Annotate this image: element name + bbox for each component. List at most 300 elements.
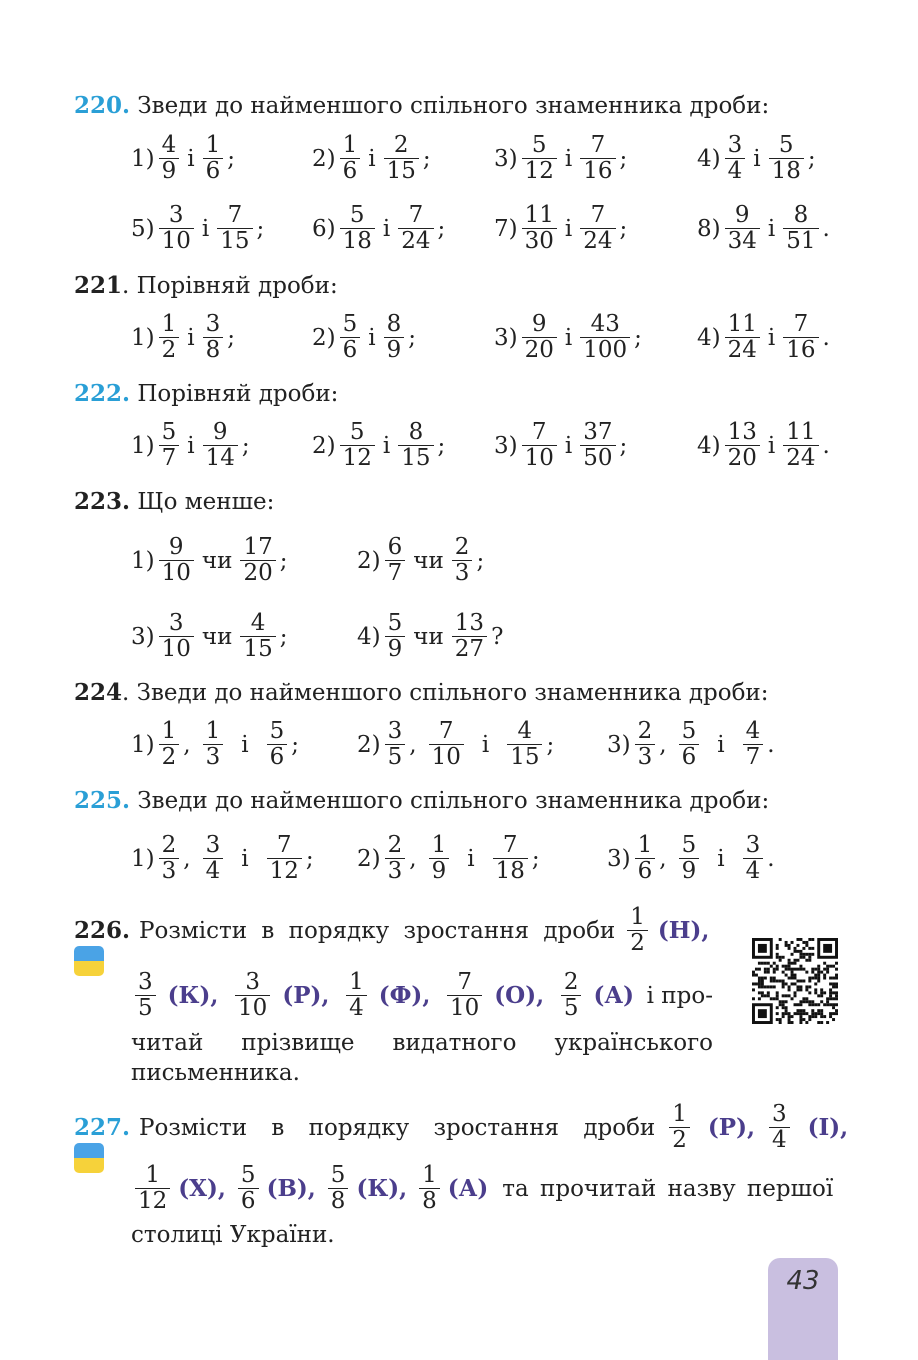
numerator: 7	[276, 832, 292, 859]
item-label: 3)	[494, 145, 518, 172]
denominator: 24	[398, 228, 433, 254]
numerator: 7	[793, 311, 809, 338]
exercise-text: Порівняй дроби:	[136, 273, 338, 299]
denominator: 15	[398, 445, 433, 471]
numerator: 9	[168, 534, 184, 561]
exercise-item	[312, 419, 446, 471]
denominator: 10	[159, 560, 194, 586]
exercise-225-heading	[74, 787, 769, 814]
punctuation: ;	[437, 432, 446, 459]
comma: ,	[409, 731, 417, 758]
numerator: 2	[387, 832, 403, 859]
exercise-226-line1: 226. Розмісти в порядку зростання дроби $\frac{1}{2}$ (Н) ,	[74, 904, 710, 956]
denominator: 7	[385, 560, 406, 586]
punctuation: .	[767, 731, 775, 758]
fraction	[452, 535, 473, 586]
separator-word: і	[187, 145, 195, 172]
fraction	[240, 535, 275, 586]
item-label: 2)	[357, 845, 381, 872]
exercise-text: Зведи до найменшого спільного знаменника дроби:	[137, 788, 770, 814]
fraction	[135, 1163, 170, 1214]
numerator: 4	[161, 132, 177, 159]
exercise-item	[494, 202, 628, 254]
item-label: 1)	[131, 845, 155, 872]
numerator: 1	[205, 718, 221, 745]
exercise-220-heading	[74, 92, 769, 119]
numerator: 1	[630, 904, 645, 931]
letter-tag: (Р)	[282, 982, 322, 1009]
letter-tag: (В)	[266, 1175, 308, 1202]
denominator: 27	[452, 636, 487, 662]
punctuation: ;	[279, 547, 288, 574]
numerator: 17	[243, 534, 273, 561]
fraction	[159, 420, 180, 471]
item-label: 4)	[697, 324, 721, 351]
numerator: 5	[342, 311, 358, 338]
exercise-227-line3: столиці України.	[131, 1222, 335, 1248]
numerator: 3	[138, 969, 153, 996]
heading-dot: .	[122, 273, 130, 299]
denominator: 5	[385, 744, 406, 770]
separator-word: і	[382, 215, 391, 242]
separator-word: і	[368, 324, 376, 351]
item-label: 3)	[607, 731, 631, 758]
letter-tag: (Р)	[707, 1114, 747, 1141]
denominator: 10	[429, 744, 464, 770]
numerator: 1	[431, 832, 447, 859]
exercise-item	[131, 610, 288, 662]
fraction	[203, 719, 224, 770]
denominator: 6	[267, 744, 288, 770]
exercise-item	[494, 132, 628, 184]
denominator: 3	[203, 744, 224, 770]
exercise-227-line1: 227. Розмісти в порядку зростання дроби $\frac{1}{2}$ (Р) , $\frac{3}{4}$ (І) ,	[74, 1101, 849, 1153]
denominator: 34	[725, 228, 760, 254]
punctuation: ;	[634, 324, 642, 351]
page-number: 43	[786, 1266, 820, 1296]
comma: ,	[659, 731, 667, 758]
exercise-item	[494, 311, 642, 363]
numerator: 3	[168, 610, 184, 637]
exercise-text: Порівняй дроби:	[137, 381, 339, 407]
fraction	[159, 833, 180, 884]
denominator: 30	[522, 228, 557, 254]
denominator: 2	[669, 1127, 690, 1153]
numerator: 8	[408, 419, 424, 446]
punctuation: ;	[619, 215, 628, 242]
exercise-item	[607, 718, 775, 770]
exercise-item	[697, 202, 830, 254]
numerator: 43	[590, 311, 620, 338]
exercise-text: Зведи до найменшого спільного знаменника дроби:	[137, 93, 770, 119]
exercise-221-heading	[74, 272, 338, 299]
numerator: 3	[205, 311, 221, 338]
exercise-item	[357, 610, 504, 662]
fraction	[679, 719, 700, 770]
separator-word: і	[717, 845, 725, 872]
letter-tag: (К)	[167, 982, 211, 1009]
item-label: 4)	[697, 145, 721, 172]
denominator: 8	[419, 1188, 440, 1214]
denominator: 10	[159, 228, 194, 254]
item-label: 4)	[697, 432, 721, 459]
fraction	[635, 833, 656, 884]
fraction	[429, 719, 464, 770]
fraction	[385, 535, 406, 586]
denominator: 8	[203, 337, 224, 363]
separator-word: і	[564, 432, 573, 459]
fraction	[159, 133, 180, 184]
fraction	[429, 833, 450, 884]
fraction	[522, 420, 557, 471]
denominator: 10	[447, 995, 482, 1021]
separator-word: і	[368, 145, 376, 172]
letter-tag: (Н)	[657, 917, 702, 944]
fraction	[522, 203, 557, 254]
fraction	[385, 611, 406, 662]
item-label: 3)	[131, 623, 155, 650]
ukraine-flag-icon	[74, 946, 104, 976]
separator-word: і	[481, 731, 490, 758]
denominator: 16	[783, 337, 818, 363]
denominator: 7	[159, 445, 180, 471]
separator-word: чи	[201, 547, 233, 574]
punctuation: ;	[619, 145, 628, 172]
fraction	[398, 203, 433, 254]
fraction	[203, 312, 224, 363]
comma: ,	[659, 845, 667, 872]
denominator: 4	[203, 858, 224, 884]
numerator: 3	[168, 202, 184, 229]
fraction	[580, 133, 615, 184]
fraction	[384, 133, 419, 184]
numerator: 1	[349, 969, 364, 996]
denominator: 10	[159, 636, 194, 662]
letter-tag: (О)	[494, 982, 537, 1009]
punctuation: ;	[422, 145, 431, 172]
numerator: 2	[563, 969, 579, 996]
item-label: 2)	[357, 731, 381, 758]
denominator: 15	[217, 228, 252, 254]
letter-tag: (Ф)	[378, 982, 423, 1009]
separator-word: чи	[413, 623, 444, 650]
numerator: 5	[349, 419, 365, 446]
denominator: 12	[522, 158, 557, 184]
comma: ,	[183, 845, 191, 872]
fraction	[725, 420, 760, 471]
fraction	[340, 133, 361, 184]
exercise-number: 224	[74, 679, 123, 706]
separator-word: чи	[201, 623, 233, 650]
denominator: 3	[452, 560, 473, 586]
exercise-item	[357, 718, 555, 770]
numerator: 1	[161, 311, 177, 338]
exercise-number: 221	[74, 272, 123, 299]
exercise-number: 220.	[74, 92, 131, 119]
separator-word: і	[187, 432, 195, 459]
punctuation: ;	[279, 623, 288, 650]
numerator: 8	[793, 202, 809, 229]
fraction	[725, 312, 760, 363]
denominator: 4	[346, 995, 367, 1021]
separator-word: і	[241, 845, 249, 872]
numerator: 5	[269, 718, 285, 745]
fraction	[159, 535, 194, 586]
letter-tag: (А)	[593, 982, 634, 1009]
numerator: 3	[771, 1101, 787, 1128]
separator-word: і	[467, 845, 475, 872]
denominator: 9	[159, 158, 180, 184]
letter-tag: (А)	[447, 1175, 489, 1202]
denominator: 24	[725, 337, 760, 363]
exercise-item	[131, 718, 299, 770]
fraction	[340, 420, 375, 471]
punctuation: ;	[241, 432, 250, 459]
separator-word: і	[564, 145, 573, 172]
punctuation: .	[767, 845, 775, 872]
numerator: 8	[386, 311, 402, 338]
fraction	[783, 420, 818, 471]
fraction	[159, 611, 194, 662]
numerator: 3	[387, 718, 403, 745]
denominator: 50	[580, 445, 615, 471]
denominator: 15	[507, 744, 542, 770]
denominator: 6	[238, 1188, 259, 1214]
denominator: 2	[627, 930, 648, 956]
exercise-text: Розмісти в порядку зростання дроби	[139, 1114, 656, 1141]
denominator: 3	[385, 858, 406, 884]
numerator: 1	[672, 1101, 687, 1128]
numerator: 5	[531, 132, 547, 159]
denominator: 2	[159, 744, 180, 770]
letter-tag: (К)	[356, 1175, 400, 1202]
exercise-number: 226.	[74, 917, 131, 944]
numerator: 13	[727, 419, 757, 446]
heading-dot: .	[122, 680, 130, 706]
item-label: 1)	[131, 432, 155, 459]
item-label: 1)	[131, 731, 155, 758]
separator-word: і	[382, 432, 391, 459]
numerator: 7	[438, 718, 454, 745]
separator-word: і	[767, 324, 776, 351]
numerator: 7	[590, 202, 606, 229]
numerator: 2	[454, 534, 470, 561]
fraction	[522, 133, 557, 184]
denominator: 12	[267, 858, 302, 884]
denominator: 6	[340, 337, 361, 363]
denominator: 14	[203, 445, 238, 471]
numerator: 2	[161, 832, 177, 859]
item-label: 7)	[494, 215, 518, 242]
denominator: 18	[769, 158, 804, 184]
denominator: 9	[429, 858, 450, 884]
numerator: 1	[342, 132, 358, 159]
denominator: 18	[340, 228, 375, 254]
denominator: 3	[159, 858, 180, 884]
item-label: 3)	[607, 845, 631, 872]
separator-word: і	[717, 731, 725, 758]
denominator: 5	[135, 995, 156, 1021]
punctuation: ;	[619, 432, 628, 459]
punctuation: ;	[807, 145, 816, 172]
fraction	[159, 312, 180, 363]
denominator: 8	[328, 1188, 349, 1214]
numerator: 5	[778, 132, 794, 159]
denominator: 4	[725, 158, 746, 184]
punctuation: ;	[476, 547, 485, 574]
fraction	[159, 719, 180, 770]
comma: ,	[183, 731, 191, 758]
exercise-item	[357, 534, 485, 586]
fraction	[580, 420, 615, 471]
separator-word: і	[564, 324, 573, 351]
exercise-item	[697, 311, 830, 363]
numerator: 7	[590, 132, 606, 159]
numerator: 7	[531, 419, 547, 446]
fraction	[452, 611, 487, 662]
exercise-number: 225.	[74, 787, 131, 814]
item-label: 1)	[131, 145, 155, 172]
exercise-226-line4: письменника.	[131, 1060, 300, 1086]
exercise-item	[131, 832, 314, 884]
fraction	[340, 312, 361, 363]
denominator: 9	[385, 636, 406, 662]
fraction	[725, 133, 746, 184]
qr-code-icon[interactable]	[752, 938, 838, 1024]
fraction	[507, 719, 542, 770]
exercise-223-heading	[74, 488, 274, 515]
text-fragment: та прочитай назву першої	[502, 1175, 834, 1202]
exercise-224-heading	[74, 679, 769, 706]
item-label: 5)	[131, 215, 155, 242]
text-fragment: і про-	[646, 982, 713, 1009]
numerator: 3	[727, 132, 743, 159]
denominator: 20	[240, 560, 275, 586]
fraction	[679, 833, 700, 884]
punctuation: ;	[256, 215, 265, 242]
denominator: 15	[240, 636, 275, 662]
exercise-item	[697, 419, 830, 471]
fraction	[385, 833, 406, 884]
numerator: 3	[245, 969, 260, 996]
fraction	[346, 970, 367, 1021]
separator-word: і	[187, 324, 195, 351]
exercise-number: 223.	[74, 488, 131, 515]
exercise-item	[357, 832, 540, 884]
denominator: 24	[783, 445, 818, 471]
numerator: 4	[517, 718, 533, 745]
denominator: 10	[522, 445, 557, 471]
fraction	[217, 203, 252, 254]
fraction	[267, 719, 288, 770]
numerator: 9	[531, 311, 547, 338]
denominator: 100	[580, 337, 630, 363]
exercise-226-line2: $\frac{3}{5}$ (К) , $\frac{3}{10}$ (Р) , $\frac{1}{4}$ (Ф) , $\frac{7}{10}$ (О) , $\frac{2}{5}$ (А) і про-	[131, 995, 713, 996]
exercise-item	[131, 419, 250, 471]
item-label: 6)	[312, 215, 336, 242]
letter-tag: (Х)	[178, 1175, 218, 1202]
exercise-item	[697, 132, 816, 184]
numerator: 7	[227, 202, 243, 229]
denominator: 6	[679, 744, 700, 770]
fraction	[135, 970, 156, 1021]
item-label: 2)	[312, 145, 336, 172]
numerator: 11	[524, 202, 554, 229]
punctuation: .	[822, 215, 830, 242]
fraction	[398, 420, 433, 471]
numerator: 9	[212, 419, 228, 446]
fraction	[240, 611, 275, 662]
numerator: 6	[387, 534, 403, 561]
denominator: 7	[743, 744, 764, 770]
denominator: 6	[203, 158, 224, 184]
exercise-text: Що менше:	[137, 489, 275, 515]
exercise-text: Розмісти в порядку зростання дроби	[139, 917, 616, 944]
exercise-number: 222.	[74, 380, 131, 407]
numerator: 13	[454, 610, 485, 637]
numerator: 5	[387, 610, 403, 637]
exercise-226-line3: читай прізвище видатного українського	[131, 1030, 713, 1056]
fraction	[783, 203, 818, 254]
numerator: 1	[205, 132, 221, 159]
exercise-item	[312, 311, 416, 363]
numerator: 7	[457, 969, 472, 996]
separator-word: і	[241, 731, 249, 758]
item-label: 2)	[312, 432, 336, 459]
item-label: 3)	[494, 324, 518, 351]
fraction	[328, 1163, 349, 1214]
numerator: 4	[250, 610, 266, 637]
numerator: 9	[734, 202, 750, 229]
numerator: 2	[637, 718, 653, 745]
exercise-item	[131, 311, 235, 363]
punctuation: ;	[227, 145, 235, 172]
denominator: 24	[580, 228, 615, 254]
fraction	[159, 203, 194, 254]
denominator: 5	[561, 995, 582, 1021]
punctuation: ;	[408, 324, 416, 351]
punctuation: ;	[227, 324, 235, 351]
fraction	[447, 970, 482, 1021]
separator-word: і	[767, 215, 776, 242]
numerator: 37	[583, 419, 613, 446]
item-label: 3)	[494, 432, 518, 459]
punctuation: ;	[291, 731, 299, 758]
denominator: 6	[635, 858, 656, 884]
exercise-item	[312, 202, 446, 254]
comma: ,	[409, 845, 417, 872]
numerator: 11	[727, 311, 757, 338]
separator-word: і	[201, 215, 210, 242]
punctuation: .	[822, 432, 830, 459]
exercise-item	[312, 132, 431, 184]
item-label: 2)	[357, 547, 381, 574]
fraction	[743, 833, 764, 884]
item-label: 1)	[131, 324, 155, 351]
fraction	[769, 1102, 790, 1153]
denominator: 2	[159, 337, 180, 363]
exercise-number: 227.	[74, 1114, 131, 1141]
denominator: 4	[769, 1127, 790, 1153]
denominator: 16	[580, 158, 615, 184]
numerator: 2	[393, 132, 409, 159]
separator-word: чи	[413, 547, 444, 574]
fraction	[725, 203, 760, 254]
denominator: 12	[135, 1188, 170, 1214]
punctuation: ;	[531, 845, 540, 872]
fraction	[419, 1163, 440, 1214]
exercise-item	[607, 832, 775, 884]
